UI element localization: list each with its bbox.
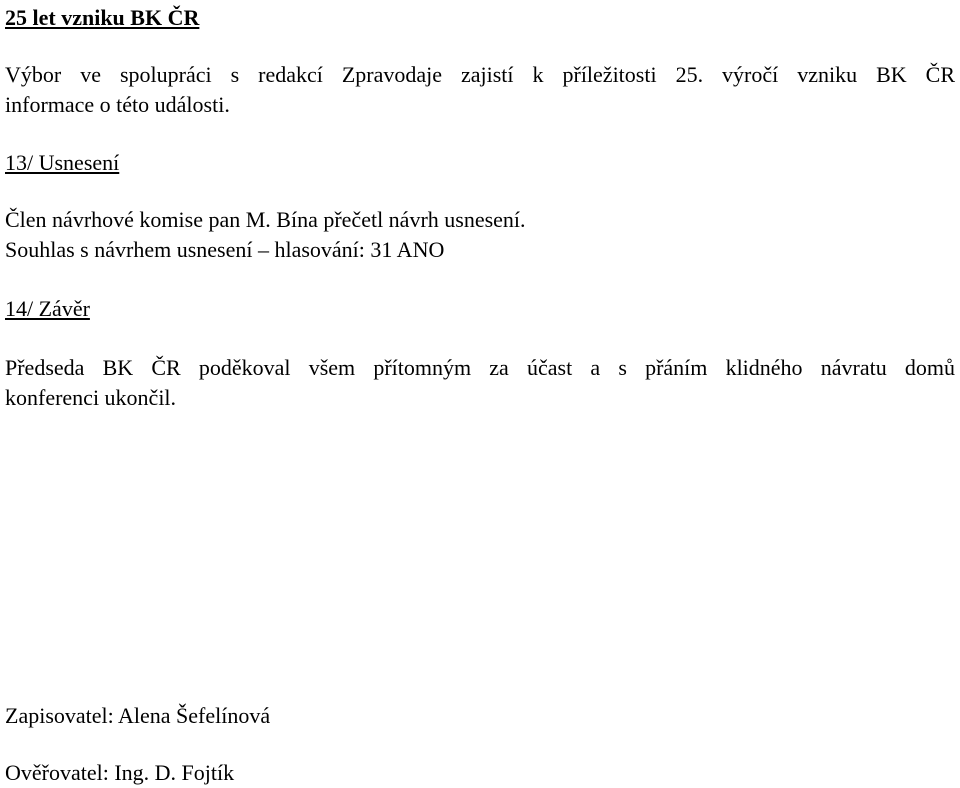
heading-conclusion: 14/ Závěr <box>5 296 90 321</box>
paragraph-anniversary-line-1: Výbor ve spolupráci s redakcí Zpravodaje zajistí k příležitosti 25. výročí vzniku BK ČR <box>5 62 955 87</box>
paragraph-conclusion <box>5 353 955 413</box>
paragraph-anniversary <box>5 60 955 120</box>
verifier-signature: Ověřovatel: Ing. D. Fojtík <box>5 760 235 785</box>
document-page <box>5 0 955 787</box>
paragraph-anniversary-line-2: informace o této události. <box>5 92 230 117</box>
heading-anniversary: 25 let vzniku BK ČR <box>5 5 200 30</box>
resolution-text-2: Souhlas s návrhem usnesení – hlasování: 31 ANO <box>5 237 445 262</box>
paragraph-conclusion-line-1: Předseda BK ČR poděkoval všem přítomným za účast a s přáním klidného návratu domů <box>5 355 955 380</box>
resolution-text-1: Člen návrhové komise pan M. Bína přečetl návrh usnesení. <box>5 207 526 232</box>
recorder-signature: Zapisovatel: Alena Šefelínová <box>5 703 271 728</box>
paragraph-conclusion-line-2: konferenci ukončil. <box>5 385 177 410</box>
heading-resolution: 13/ Usnesení <box>5 150 120 175</box>
